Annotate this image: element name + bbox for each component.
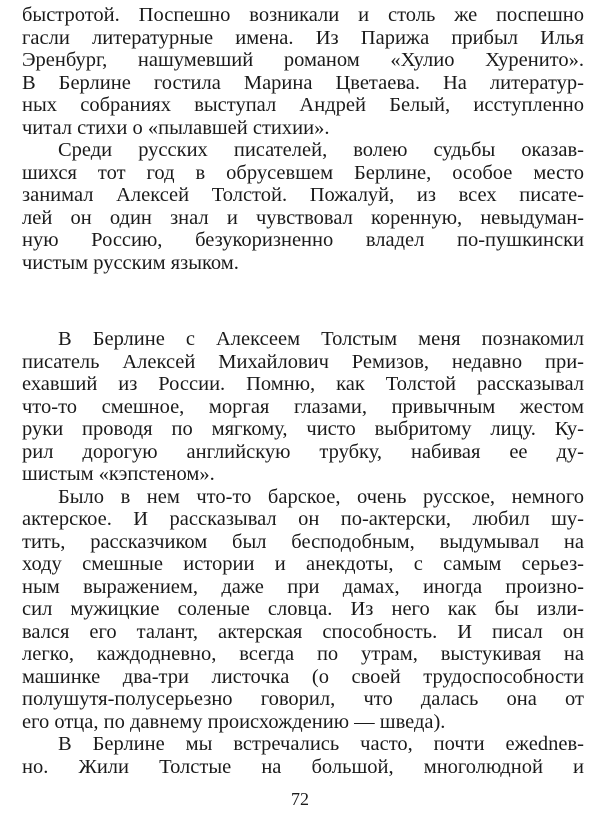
text-line: В Берлине с Алексеем Толстым меня познакомил (58, 328, 584, 350)
text-line: Эренбург, нашумевший романом «Хулио Хуренито». (22, 49, 584, 71)
text-line: чистым русским языком. (22, 251, 239, 274)
text-line: Среди русских писателей, волею судьбы оказав- (58, 139, 584, 161)
text-line: сил мужицкие соленые словца. Из него как бы изли- (22, 598, 584, 620)
text-line: ным выражением, даже при дамах, иногда произно- (22, 575, 584, 598)
page-body (22, 4, 584, 778)
text-line: быстротой. Поспешно возникали и столь же поспешно (22, 4, 584, 26)
text-line: читал стихи о «пылавшей стихии». (22, 116, 330, 139)
text-line: легко, каждодневно, всегда по утрам, выстукивая на (22, 643, 584, 665)
text-line: полушутя-полусерьезно говорил, что далась она от (22, 688, 584, 710)
text-line: машинке два-три листочка (о своей трудоспособности (22, 665, 584, 688)
text-line: ных собраниях выступал Андрей Белый, исступленно (22, 94, 584, 116)
text-line: В Берлине гостила Марина Цветаева. На литератур- (22, 71, 584, 94)
text-section (22, 4, 584, 274)
text-line: тить, рассказчиком был бесподобным, выдумывал на (22, 530, 584, 553)
text-line: В Берлине мы встречались часто, почти ежednев- (58, 733, 584, 755)
section-gap (22, 274, 584, 328)
text-line: его отца, по давнему происхождению — шведа). (22, 710, 446, 733)
text-line: гасли литературные имена. Из Парижа прибыл Илья (22, 26, 584, 49)
text-section (22, 328, 584, 778)
text-line: вался его талант, актерская способность. И писал он (22, 620, 584, 643)
page-number: 72 (291, 789, 309, 809)
text-line: актерское. И рассказывал он по-актерски, любил шу- (22, 508, 584, 530)
text-line: шихся тот год в обрусевшем Берлине, особое место (22, 161, 584, 184)
text-line: писатель Алексей Михайлович Ремизов, недавно при- (22, 350, 584, 373)
text-line: рил дорогую английскую трубку, набивая ее ду- (22, 440, 584, 463)
text-line: Было в нем что-то барское, очень русское, немного (58, 485, 584, 508)
text-line: шистым «кэпстеном». (22, 463, 215, 485)
text-line: занимал Алексей Толстой. Пожалуй, из всех писате- (22, 184, 584, 206)
text-line: ную Россию, безукоризненно владел по-пушкински (22, 229, 584, 251)
text-line: но. Жили Толстые на большой, многолюдной и (22, 755, 584, 778)
text-line: ехавший из России. Помню, как Толстой рассказывал (22, 373, 584, 395)
text-line: ходу смешные истории и анекдоты, с самым серьез- (22, 553, 584, 575)
text-line: что-то смешное, моргая глазами, привычным жестом (22, 395, 584, 418)
text-line: руки проводя по мягкому, чисто выбритому лицу. Ку- (22, 418, 584, 440)
text-line: лей он один знал и чувствовал коренную, невыдуман- (22, 206, 584, 229)
